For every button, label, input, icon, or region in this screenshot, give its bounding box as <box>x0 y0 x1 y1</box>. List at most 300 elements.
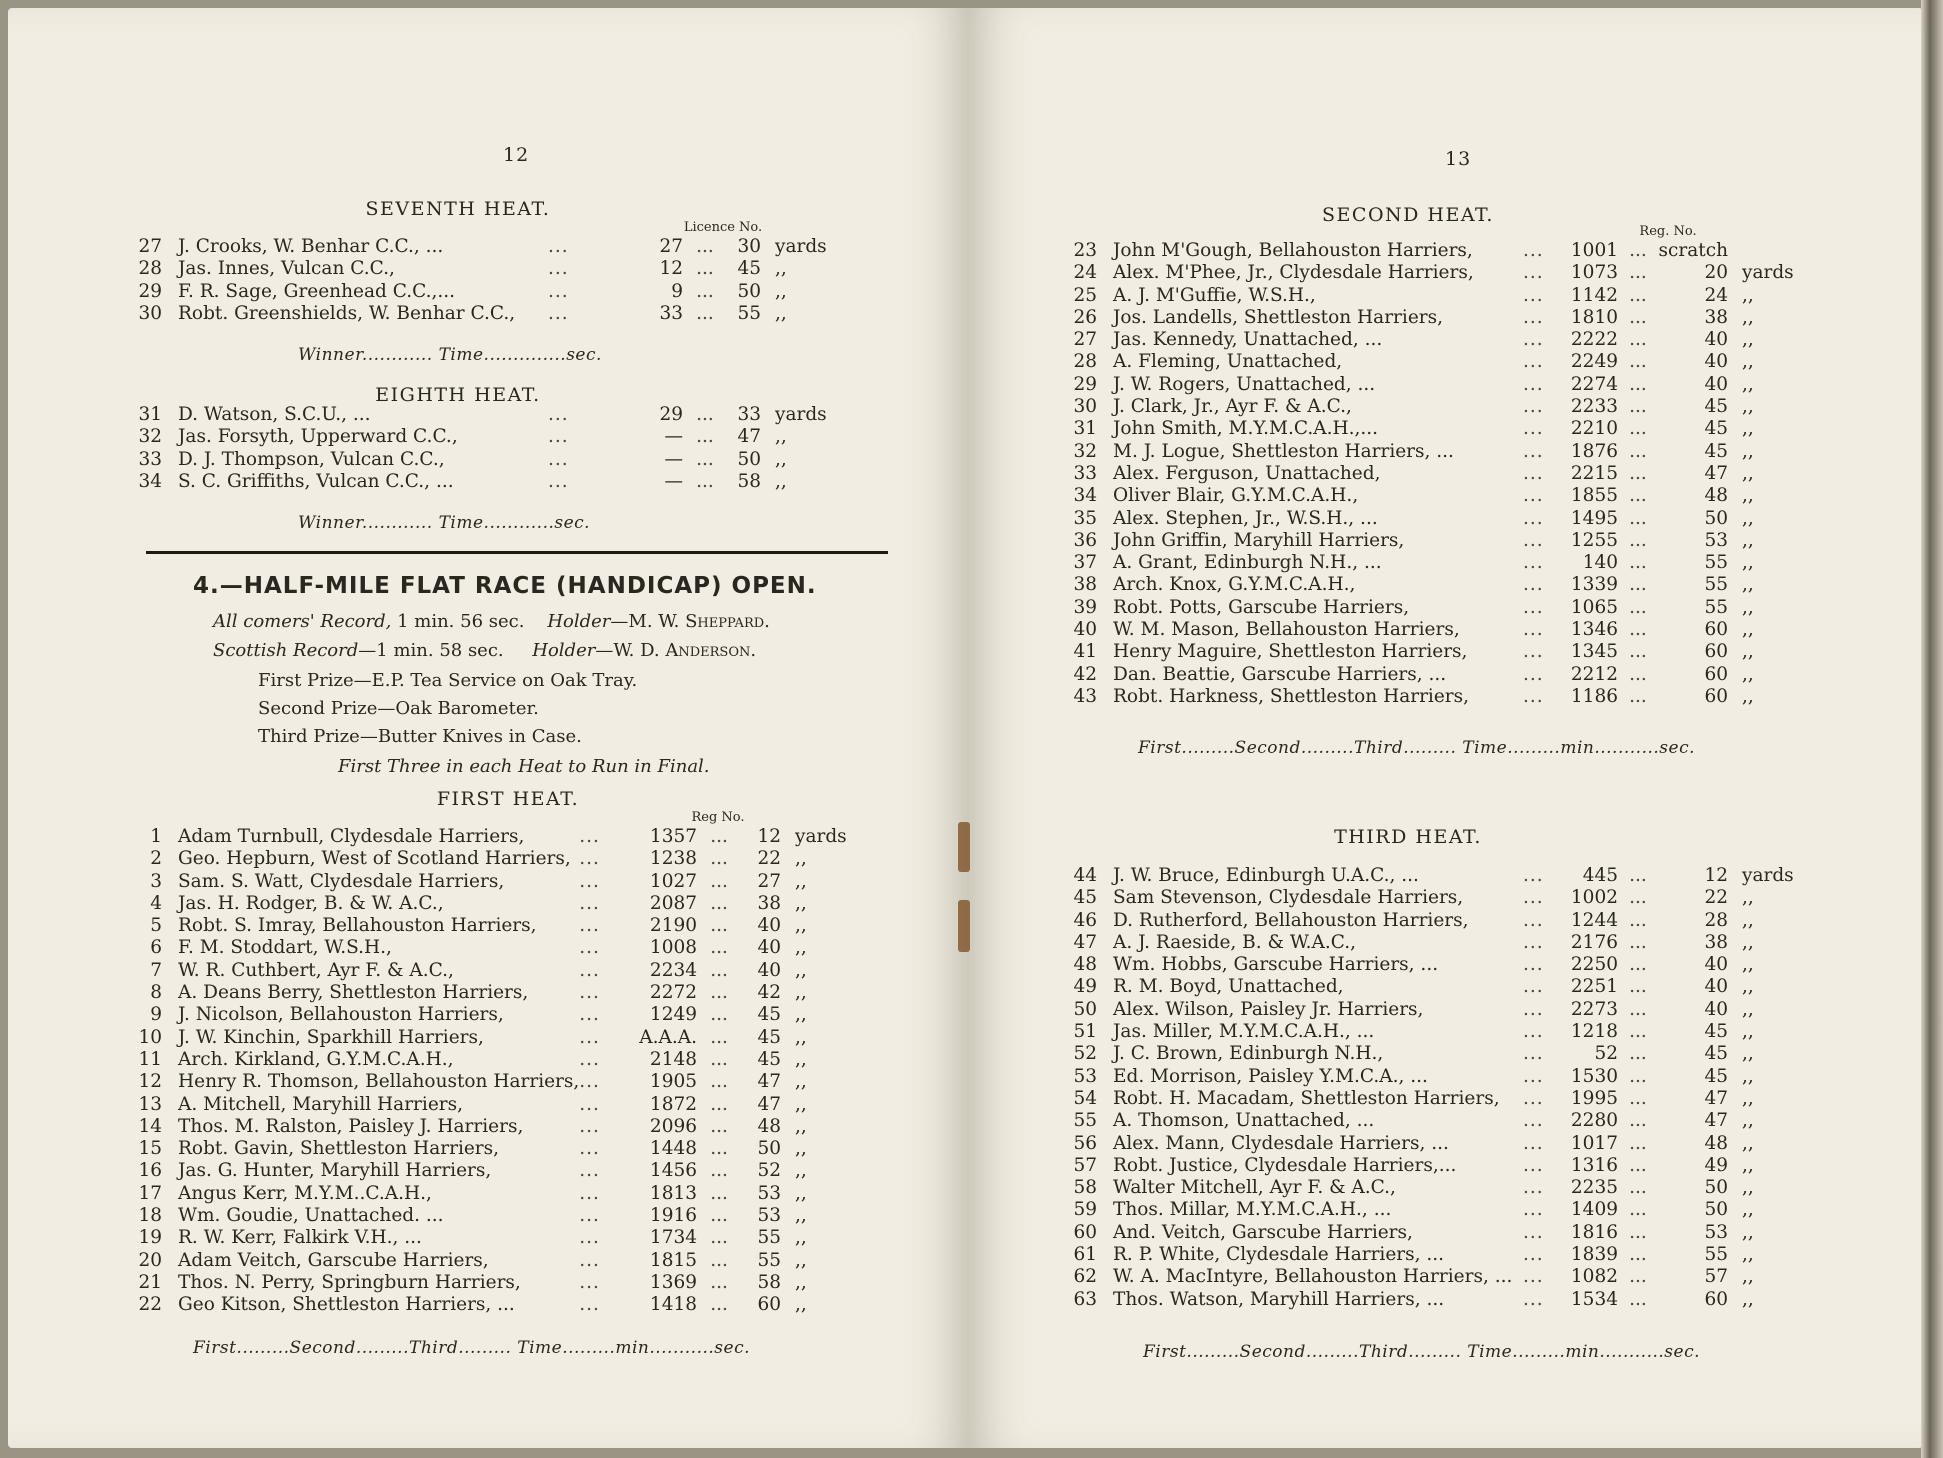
licence-number: — <box>664 426 683 448</box>
entry-number: 62 <box>1073 1266 1097 1288</box>
handicap-unit: ,, <box>1742 373 1754 395</box>
handicap-value: 45 <box>1704 396 1728 418</box>
leader-dots: ... <box>579 870 600 892</box>
handicap-unit: ,, <box>795 1138 807 1160</box>
table-row <box>138 1205 855 1227</box>
handicap-unit: ,, <box>795 1115 807 1137</box>
leader-dots: ... <box>710 1071 728 1093</box>
entry-number: 16 <box>138 1160 162 1182</box>
handicap-value: 60 <box>1704 685 1728 707</box>
handicap-unit <box>1728 240 1802 262</box>
entry-number: 4 <box>150 892 162 914</box>
reg-number: 1905 <box>649 1071 698 1093</box>
handicap-unit: ,, <box>1742 641 1754 663</box>
leader-dots: ... <box>579 1249 600 1271</box>
entry-number: 24 <box>1073 262 1097 284</box>
table-row <box>1073 552 1802 574</box>
table-row <box>1073 329 1802 351</box>
handicap-unit: ,, <box>795 1160 807 1182</box>
leader-dots: ... <box>1629 685 1647 707</box>
handicap-unit: ,, <box>1742 1021 1754 1043</box>
left-page <box>8 8 968 1448</box>
competitor-name: J. W. Bruce, Edinburgh U.A.C., ... <box>1113 865 1419 886</box>
entry-number: 55 <box>1073 1110 1097 1132</box>
table-row <box>1073 240 1802 262</box>
handicap-value: 48 <box>1704 485 1728 507</box>
table-row <box>138 1294 855 1316</box>
handicap-unit: ,, <box>775 280 787 302</box>
leader-dots: ... <box>1629 418 1647 440</box>
leader-dots: ... <box>1629 485 1647 507</box>
leader-dots: ... <box>579 1115 600 1137</box>
competitor-name: Wm. Hobbs, Garscube Harriers, ... <box>1113 954 1439 976</box>
competitor-name: Robt. H. Macadam, Shettleston Harriers, <box>1113 1087 1500 1109</box>
entry-number: 34 <box>1073 485 1097 507</box>
handicap-unit: ,, <box>1742 663 1754 685</box>
right-page <box>968 8 1923 1448</box>
leader-dots: ... <box>1629 998 1647 1020</box>
leader-dots: ... <box>1523 1199 1544 1221</box>
leader-dots: ... <box>710 870 728 892</box>
reg-number: A.A.A. <box>639 1026 698 1048</box>
entry-number: 12 <box>138 1071 162 1093</box>
leader-dots: ... <box>1629 440 1647 462</box>
handicap-unit: ,, <box>1742 1199 1754 1221</box>
leader-dots: ... <box>579 959 600 981</box>
handicap-unit: ,, <box>795 959 807 981</box>
reg-number: 1339 <box>1570 574 1618 596</box>
handicap-value: 50 <box>1704 1177 1728 1199</box>
leader-dots: ... <box>579 1227 600 1249</box>
leader-dots: ... <box>696 448 714 470</box>
leader-dots: ... <box>1629 1221 1647 1243</box>
reg-number: 2273 <box>1570 998 1618 1020</box>
competitor-name: Dan. Beattie, Garscube Harriers, ... <box>1113 663 1447 685</box>
entry-number: 31 <box>1073 418 1097 440</box>
competitor-name: Geo Kitson, Shettleston Harriers, ... <box>178 1294 515 1316</box>
table-row <box>1073 887 1802 909</box>
book-edge <box>1921 0 1943 1458</box>
leader-dots: ... <box>1523 887 1544 909</box>
handicap-value: 55 <box>1704 552 1728 574</box>
competitor-name: A. Thomson, Unattached, ... <box>1113 1110 1375 1132</box>
handicap-unit: ,, <box>775 448 787 470</box>
leader-dots: ... <box>710 1138 728 1160</box>
table-row <box>138 236 835 258</box>
entry-number: 5 <box>150 915 162 937</box>
entry-number: 45 <box>1073 887 1097 909</box>
leader-dots: ... <box>710 1004 728 1026</box>
table-row <box>1073 641 1802 663</box>
leader-dots: ... <box>1629 1266 1647 1288</box>
handicap-unit: yards <box>1742 865 1794 886</box>
handicap-value: 45 <box>1704 418 1728 440</box>
reg-number: 1346 <box>1570 619 1618 641</box>
handicap-unit: ,, <box>1742 1087 1754 1109</box>
reg-number: 2096 <box>649 1115 698 1137</box>
handicap-value: 50 <box>757 1138 782 1160</box>
handicap-value: 27 <box>757 870 782 892</box>
leader-dots: ... <box>1523 1221 1544 1243</box>
table-row <box>1073 485 1802 507</box>
seventh-heat-title: SEVENTH HEAT. <box>365 198 551 220</box>
leader-dots: ... <box>1523 998 1544 1020</box>
competitor-name: Sam Stevenson, Clydesdale Harriers, <box>1113 887 1464 909</box>
handicap-unit: ,, <box>1742 1154 1754 1176</box>
entry-number: 14 <box>138 1115 162 1137</box>
reg-number: 1530 <box>1570 1065 1618 1087</box>
handicap-unit: ,, <box>1742 1177 1754 1199</box>
competitor-name: R. M. Boyd, Unattached, <box>1113 976 1344 998</box>
table-row <box>138 915 855 937</box>
leader-dots: ... <box>1523 1177 1544 1199</box>
table-row <box>1073 664 1802 686</box>
competitor-name: Jas. Innes, Vulcan C.C., <box>178 258 395 280</box>
leader-dots: ... <box>1629 240 1647 261</box>
handicap-unit: ,, <box>795 937 807 959</box>
reg-number: 1816 <box>1570 1221 1618 1243</box>
handicap-unit: ,, <box>795 1182 807 1204</box>
leader-dots: ... <box>1523 1244 1544 1266</box>
reg-number: 2190 <box>649 915 698 937</box>
leader-dots: ... <box>1629 1110 1647 1132</box>
competitor-name: J. Crooks, W. Benhar C.C., ... <box>178 236 444 257</box>
handicap-unit: ,, <box>1742 574 1754 596</box>
table-row <box>1073 374 1802 396</box>
leader-dots: ... <box>1629 931 1647 953</box>
handicap-value: 57 <box>1704 1266 1728 1288</box>
leader-dots: ... <box>579 1048 600 1070</box>
handicap-value: 55 <box>737 302 761 324</box>
reg-number: 2212 <box>1570 663 1618 685</box>
handicap-value: 50 <box>1704 1199 1728 1221</box>
handicap-unit: ,, <box>795 1026 807 1048</box>
competitor-name: Thos. Millar, M.Y.M.C.A.H., ... <box>1113 1199 1392 1221</box>
handicap-unit: ,, <box>1742 976 1754 998</box>
handicap-value: 38 <box>1704 306 1728 328</box>
leader-dots: ... <box>579 1182 600 1204</box>
handicap-value: 55 <box>1704 574 1728 596</box>
competitor-name: A. Fleming, Unattached, <box>1113 351 1343 373</box>
reg-number: 1810 <box>1570 306 1618 328</box>
leader-dots: ... <box>548 470 569 492</box>
leader-dots: ... <box>1629 619 1647 641</box>
table-row <box>1073 954 1802 976</box>
table-row <box>1073 1199 1802 1221</box>
leader-dots: ... <box>710 848 728 870</box>
entry-number: 18 <box>138 1205 162 1227</box>
leader-dots: ... <box>710 1093 728 1115</box>
eighth-heat-result-line: Winner............ Time............sec. <box>298 513 591 533</box>
competitor-name: Walter Mitchell, Ayr F. & A.C., <box>1113 1177 1396 1199</box>
entry-number: 39 <box>1073 596 1097 618</box>
licence-number: 33 <box>659 302 683 324</box>
handicap-unit: ,, <box>795 1227 807 1249</box>
reg-number: 2235 <box>1570 1177 1618 1199</box>
leader-dots: ... <box>710 982 728 1004</box>
handicap-value: 47 <box>757 1071 782 1093</box>
entry-number: 19 <box>138 1227 162 1249</box>
entry-number: 59 <box>1073 1199 1097 1221</box>
competitor-name: Robt. Potts, Garscube Harriers, <box>1113 596 1410 618</box>
entry-number: 2 <box>150 848 162 870</box>
reg-number: 1017 <box>1570 1132 1618 1154</box>
leader-dots: ... <box>579 892 600 914</box>
reg-number: 2274 <box>1570 373 1618 395</box>
handicap-value: 47 <box>1704 462 1728 484</box>
leader-dots: ... <box>579 1205 600 1227</box>
leader-dots: ... <box>1629 887 1647 909</box>
entry-number: 25 <box>1073 284 1097 306</box>
handicap-value: 40 <box>1704 954 1728 976</box>
leader-dots: ... <box>1523 619 1544 641</box>
handicap-unit: ,, <box>1742 552 1754 574</box>
competitor-name: A. Deans Berry, Shettleston Harriers, <box>178 982 529 1004</box>
reg-number: 1002 <box>1570 887 1618 909</box>
competitor-name: And. Veitch, Garscube Harriers, <box>1113 1221 1413 1243</box>
entry-number: 7 <box>150 959 162 981</box>
entry-number: 22 <box>138 1294 162 1316</box>
leader-dots: ... <box>1523 1288 1544 1310</box>
handicap-value: 58 <box>737 470 761 492</box>
reg-number: 2148 <box>649 1048 698 1070</box>
entry-number: 40 <box>1073 619 1097 641</box>
entry-number: 60 <box>1073 1221 1097 1243</box>
handicap-unit: ,, <box>1742 619 1754 641</box>
handicap-value: 48 <box>1704 1132 1728 1154</box>
handicap-value: 50 <box>737 280 761 302</box>
leader-dots: ... <box>1523 1087 1544 1109</box>
page-number: 13 <box>1445 148 1472 170</box>
reg-number: 2233 <box>1570 396 1618 418</box>
eighth-heat-title: EIGHTH HEAT. <box>375 384 541 406</box>
leader-dots: ... <box>1629 976 1647 998</box>
leader-dots: ... <box>710 1205 728 1227</box>
licence-no-header: Licence No. <box>683 220 763 235</box>
table-row <box>138 1094 855 1116</box>
handicap-unit: ,, <box>1742 1043 1754 1065</box>
reg-number: 1238 <box>649 848 698 870</box>
competitor-name: Thos. N. Perry, Springburn Harriers, <box>178 1271 521 1293</box>
leader-dots: ... <box>1523 485 1544 507</box>
leader-dots: ... <box>1523 1043 1544 1065</box>
competitor-name: D. Rutherford, Bellahouston Harriers, <box>1113 909 1469 931</box>
entry-number: 28 <box>138 258 162 280</box>
handicap-value: 48 <box>757 1115 782 1137</box>
competitor-name: John M'Gough, Bellahouston Harriers, <box>1113 240 1473 261</box>
reg-number: 1534 <box>1570 1288 1618 1310</box>
leader-dots: ... <box>696 236 714 257</box>
third-heat-title: THIRD HEAT. <box>1334 826 1482 848</box>
table-row <box>1073 351 1802 373</box>
leader-dots: ... <box>1629 1021 1647 1043</box>
entry-number: 31 <box>138 404 162 425</box>
entry-number: 8 <box>150 982 162 1004</box>
entry-number: 34 <box>138 470 162 492</box>
handicap-unit: ,, <box>1742 1110 1754 1132</box>
handicap-unit: ,, <box>795 1205 807 1227</box>
handicap-value: 40 <box>1704 976 1728 998</box>
second-heat-table <box>1073 240 1802 708</box>
table-row <box>1073 1177 1802 1199</box>
handicap-unit: ,, <box>795 1249 807 1271</box>
leader-dots: ... <box>710 892 728 914</box>
leader-dots: ... <box>1523 1065 1544 1087</box>
leader-dots: ... <box>1629 1177 1647 1199</box>
leader-dots: ... <box>710 826 728 847</box>
handicap-value: 52 <box>757 1160 782 1182</box>
reg-number: 1418 <box>649 1294 698 1316</box>
leader-dots: ... <box>710 1048 728 1070</box>
reg-number: 2251 <box>1570 976 1618 998</box>
handicap-unit: ,, <box>795 892 807 914</box>
entry-number: 49 <box>1073 976 1097 998</box>
competitor-name: A. J. Raeside, B. & W.A.C., <box>1113 931 1357 953</box>
handicap-unit: ,, <box>795 1271 807 1293</box>
competitor-name: Jas. Kennedy, Unattached, ... <box>1113 329 1383 351</box>
handicap-value: scratch <box>1658 240 1728 261</box>
leader-dots: ... <box>579 1071 600 1093</box>
entry-number: 28 <box>1073 351 1097 373</box>
table-row <box>1073 1244 1802 1266</box>
entry-number: 29 <box>138 280 162 302</box>
reg-number: 1456 <box>649 1160 698 1182</box>
reg-number: 1916 <box>649 1205 698 1227</box>
reg-number: 1255 <box>1570 529 1618 551</box>
handicap-unit: ,, <box>1742 1244 1754 1266</box>
scottish-record: Scottish Record—1 min. 58 sec. Holder—W. D. Anderson. <box>213 640 757 661</box>
competitor-name: Alex. Wilson, Paisley Jr. Harriers, <box>1113 998 1424 1020</box>
leader-dots: ... <box>1629 1244 1647 1266</box>
handicap-unit: ,, <box>1742 909 1754 931</box>
reg-number: 2280 <box>1570 1110 1618 1132</box>
entry-number: 11 <box>138 1048 162 1070</box>
handicap-unit: ,, <box>1742 329 1754 351</box>
handicap-value: 40 <box>757 959 782 981</box>
handicap-value: 49 <box>1704 1154 1728 1176</box>
handicap-unit: ,, <box>1742 507 1754 529</box>
handicap-unit: ,, <box>795 870 807 892</box>
leader-dots: ... <box>579 1138 600 1160</box>
table-row <box>138 826 855 848</box>
leader-dots: ... <box>1629 663 1647 685</box>
leader-dots: ... <box>1523 462 1544 484</box>
third-prize: Third Prize—Butter Knives in Case. <box>258 726 582 747</box>
entry-number: 46 <box>1073 909 1097 931</box>
handicap-value: 40 <box>1704 351 1728 373</box>
handicap-unit: ,, <box>795 1093 807 1115</box>
leader-dots: ... <box>1523 596 1544 618</box>
table-row <box>1073 1222 1802 1244</box>
handicap-unit: ,, <box>1742 1266 1754 1288</box>
competitor-name: Henry R. Thomson, Bellahouston Harriers, <box>178 1071 580 1093</box>
competitor-name: Wm. Goudie, Unattached. ... <box>178 1205 444 1227</box>
table-row <box>138 426 835 448</box>
handicap-value: 55 <box>1704 596 1728 618</box>
entry-number: 44 <box>1073 865 1097 886</box>
licence-number: — <box>664 448 683 470</box>
table-row <box>138 1183 855 1205</box>
handicap-unit: ,, <box>1742 284 1754 306</box>
entry-number: 56 <box>1073 1132 1097 1154</box>
leader-dots: ... <box>1523 351 1544 373</box>
reg-number: 1186 <box>1570 685 1618 707</box>
leader-dots: ... <box>710 1182 728 1204</box>
handicap-unit: ,, <box>775 426 787 448</box>
reg-number: 1855 <box>1570 485 1618 507</box>
leader-dots: ... <box>579 1160 600 1182</box>
competitor-name: R. P. White, Clydesdale Harriers, ... <box>1113 1244 1445 1266</box>
table-row <box>138 1250 855 1272</box>
reg-number: 2250 <box>1570 954 1618 976</box>
reg-number: 1001 <box>1570 240 1618 261</box>
leader-dots: ... <box>1523 663 1544 685</box>
leader-dots: ... <box>1629 865 1647 886</box>
entry-number: 33 <box>1073 462 1097 484</box>
competitor-name: John Griffin, Maryhill Harriers, <box>1113 529 1405 551</box>
third-heat-result-line: First.........Second.........Third......... Time.........min...........sec. <box>1143 1342 1700 1362</box>
entry-number: 30 <box>138 302 162 324</box>
handicap-value: 40 <box>757 937 782 959</box>
handicap-value: 45 <box>1704 1043 1728 1065</box>
reg-number: 2087 <box>649 892 698 914</box>
entry-number: 23 <box>1073 240 1097 261</box>
handicap-unit: ,, <box>1742 485 1754 507</box>
leader-dots: ... <box>1629 1065 1647 1087</box>
table-row <box>1073 463 1802 485</box>
table-row <box>1073 619 1802 641</box>
page-number: 12 <box>503 144 530 166</box>
leader-dots: ... <box>1523 507 1544 529</box>
staple-mark <box>958 822 970 872</box>
reg-number: 1872 <box>649 1093 698 1115</box>
competitor-name: S. C. Griffiths, Vulcan C.C., ... <box>178 470 454 492</box>
handicap-value: 60 <box>1704 1288 1728 1310</box>
competitor-name: John Smith, M.Y.M.C.A.H.,... <box>1113 418 1379 440</box>
entry-number: 9 <box>150 1004 162 1026</box>
entry-number: 57 <box>1073 1154 1097 1176</box>
leader-dots: ... <box>710 1294 728 1316</box>
reg-number: 2176 <box>1570 931 1618 953</box>
competitor-name: Alex. Ferguson, Unattached, <box>1113 462 1381 484</box>
handicap-value: 55 <box>757 1227 782 1249</box>
reg-number: 1495 <box>1570 507 1618 529</box>
handicap-value: 20 <box>1704 262 1728 284</box>
second-heat-title: SECOND HEAT. <box>1322 204 1494 226</box>
table-row <box>138 1227 855 1249</box>
entry-number: 36 <box>1073 529 1097 551</box>
reg-number: 1027 <box>649 870 698 892</box>
competitor-name: Alex. M'Phee, Jr., Clydesdale Harriers, <box>1113 262 1474 284</box>
reg-number: 2234 <box>649 959 698 981</box>
competitor-name: W. M. Mason, Bellahouston Harriers, <box>1113 619 1460 641</box>
competitor-name: Oliver Blair, G.Y.M.C.A.H., <box>1113 485 1359 507</box>
handicap-value: 50 <box>737 448 761 470</box>
leader-dots: ... <box>1523 976 1544 998</box>
table-row <box>138 1272 855 1294</box>
leader-dots: ... <box>548 236 569 257</box>
leader-dots: ... <box>579 1294 600 1316</box>
table-row <box>1073 1110 1802 1132</box>
handicap-unit: ,, <box>795 1294 807 1316</box>
seventh-heat-table <box>138 236 835 325</box>
table-row <box>1073 1155 1802 1177</box>
table-row <box>1073 1266 1802 1288</box>
reg-number: 1369 <box>649 1271 698 1293</box>
first-heat-table <box>138 826 855 1317</box>
race-title: 4.—HALF-MILE FLAT RACE (HANDICAP) OPEN. <box>193 573 817 599</box>
competitor-name: Jas. Miller, M.Y.M.C.A.H., ... <box>1113 1021 1375 1043</box>
